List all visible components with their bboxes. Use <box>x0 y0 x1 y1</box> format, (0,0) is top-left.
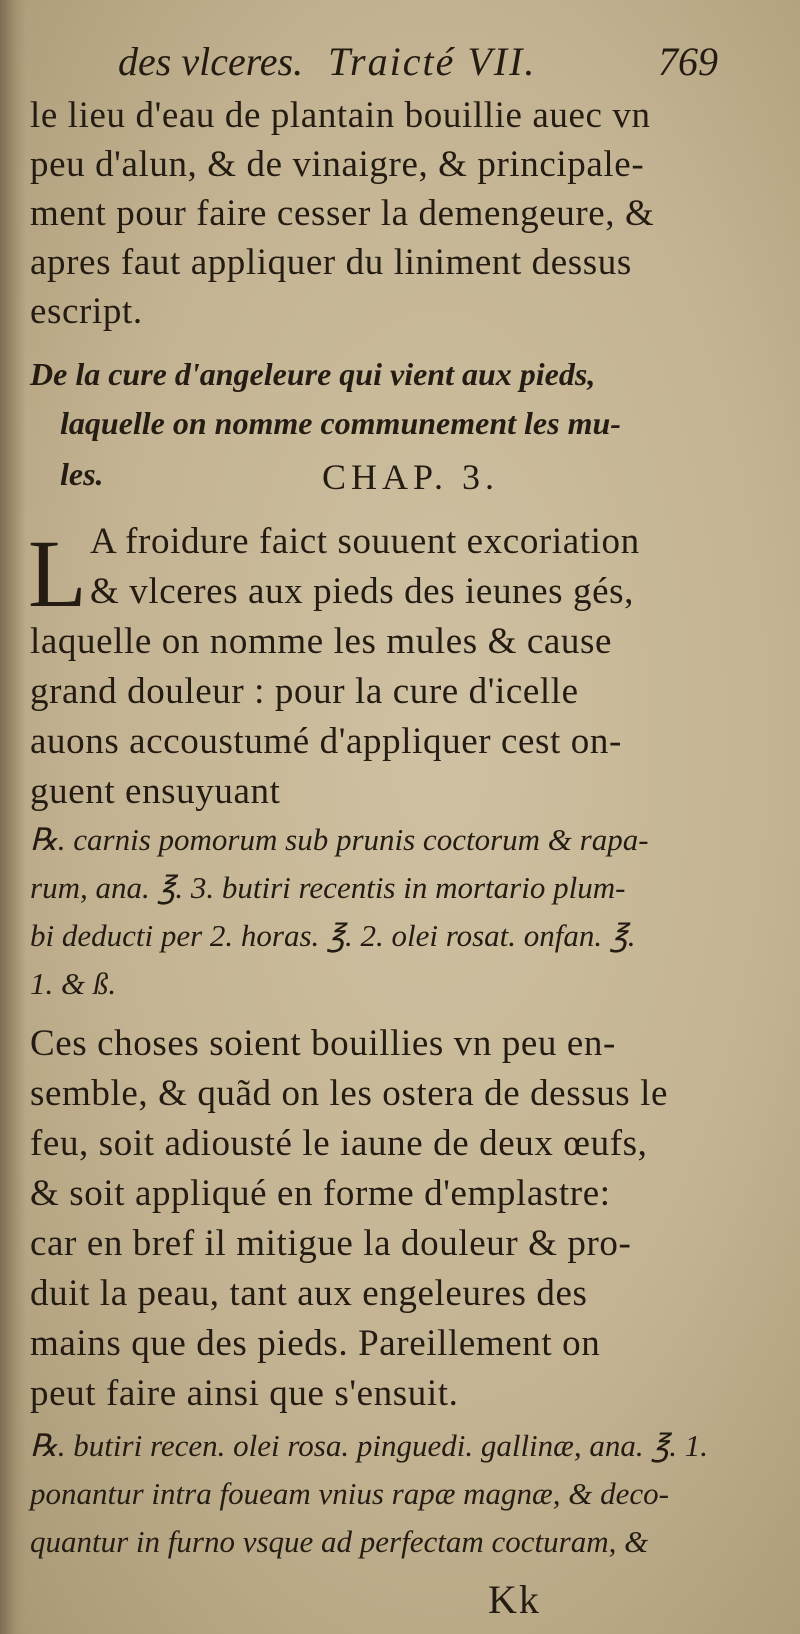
recipe-line: bi deducti per 2. horas. ℥. 2. olei rosat. onfan. ℥. <box>30 918 636 953</box>
page-number: 769 <box>658 39 718 84</box>
drop-cap: L <box>28 520 87 627</box>
text-line: grand douleur : pour la cure d'icelle <box>30 671 579 712</box>
signature-mark: Kk <box>488 1577 541 1622</box>
text-line: feu, soit adiousté le iaune de deux œufs, <box>30 1123 648 1164</box>
running-header <box>118 38 718 94</box>
text-line: ment pour faire cesser la demengeure, & <box>30 193 655 234</box>
text-line: car en bref il mitigue la douleur & pro- <box>30 1223 632 1264</box>
rubric-line: De la cure d'angeleure qui vient aux pieds, <box>30 356 596 392</box>
text-line: & soit appliqué en forme d'emplastre: <box>30 1173 611 1214</box>
text-line: auons accoustumé d'appliquer cest on- <box>30 721 622 762</box>
text-line: mains que des pieds. Pareillement on <box>30 1323 601 1364</box>
header-treatise: Traicté VII. <box>328 39 537 84</box>
recipe-line: 1. & ß. <box>30 966 117 1001</box>
text-line: apres faut appliquer du liniment dessus <box>30 242 632 283</box>
text-line: laquelle on nomme les mules & cause <box>30 621 613 662</box>
rubric-line: les. <box>60 456 104 492</box>
text-line: A froidure faict souuent excoriation <box>90 521 640 562</box>
rubric-line: laquelle on nomme communement les mu- <box>60 405 621 441</box>
text-line: peu d'alun, & de vinaigre, & principale- <box>30 144 645 185</box>
text-line: & vlceres aux pieds des ieunes gés, <box>90 571 634 612</box>
text-line: guent ensuyuant <box>30 771 281 812</box>
text-line: le lieu d'eau de plantain bouillie auec vn <box>30 95 651 136</box>
recipe-line: ℞. butiri recen. olei rosa. pinguedi. gallinæ, ana. ℥. 1. <box>30 1428 709 1463</box>
recipe-line: rum, ana. ℥. 3. butiri recentis in mortario plum- <box>30 870 626 905</box>
header-section-title: des vlceres. <box>118 39 304 84</box>
recipe-line: quantur in furno vsque ad perfectam cocturam, & <box>30 1524 649 1559</box>
recipe-line: ℞. carnis pomorum sub prunis coctorum & rapa- <box>30 822 649 857</box>
text-line: semble, & quãd on les ostera de dessus le <box>30 1073 669 1114</box>
text-line: duit la peau, tant aux engeleures des <box>30 1273 588 1314</box>
text-line: peut faire ainsi que s'ensuit. <box>30 1373 459 1414</box>
text-line: Ces choses soient bouillies vn peu en- <box>30 1023 616 1064</box>
recipe-line: ponantur intra foueam vnius rapæ magnæ, & deco- <box>30 1476 669 1511</box>
text-line: escript. <box>30 291 143 332</box>
chapter-heading: CHAP. 3. <box>322 457 500 497</box>
page-gutter-shadow <box>0 0 26 1634</box>
